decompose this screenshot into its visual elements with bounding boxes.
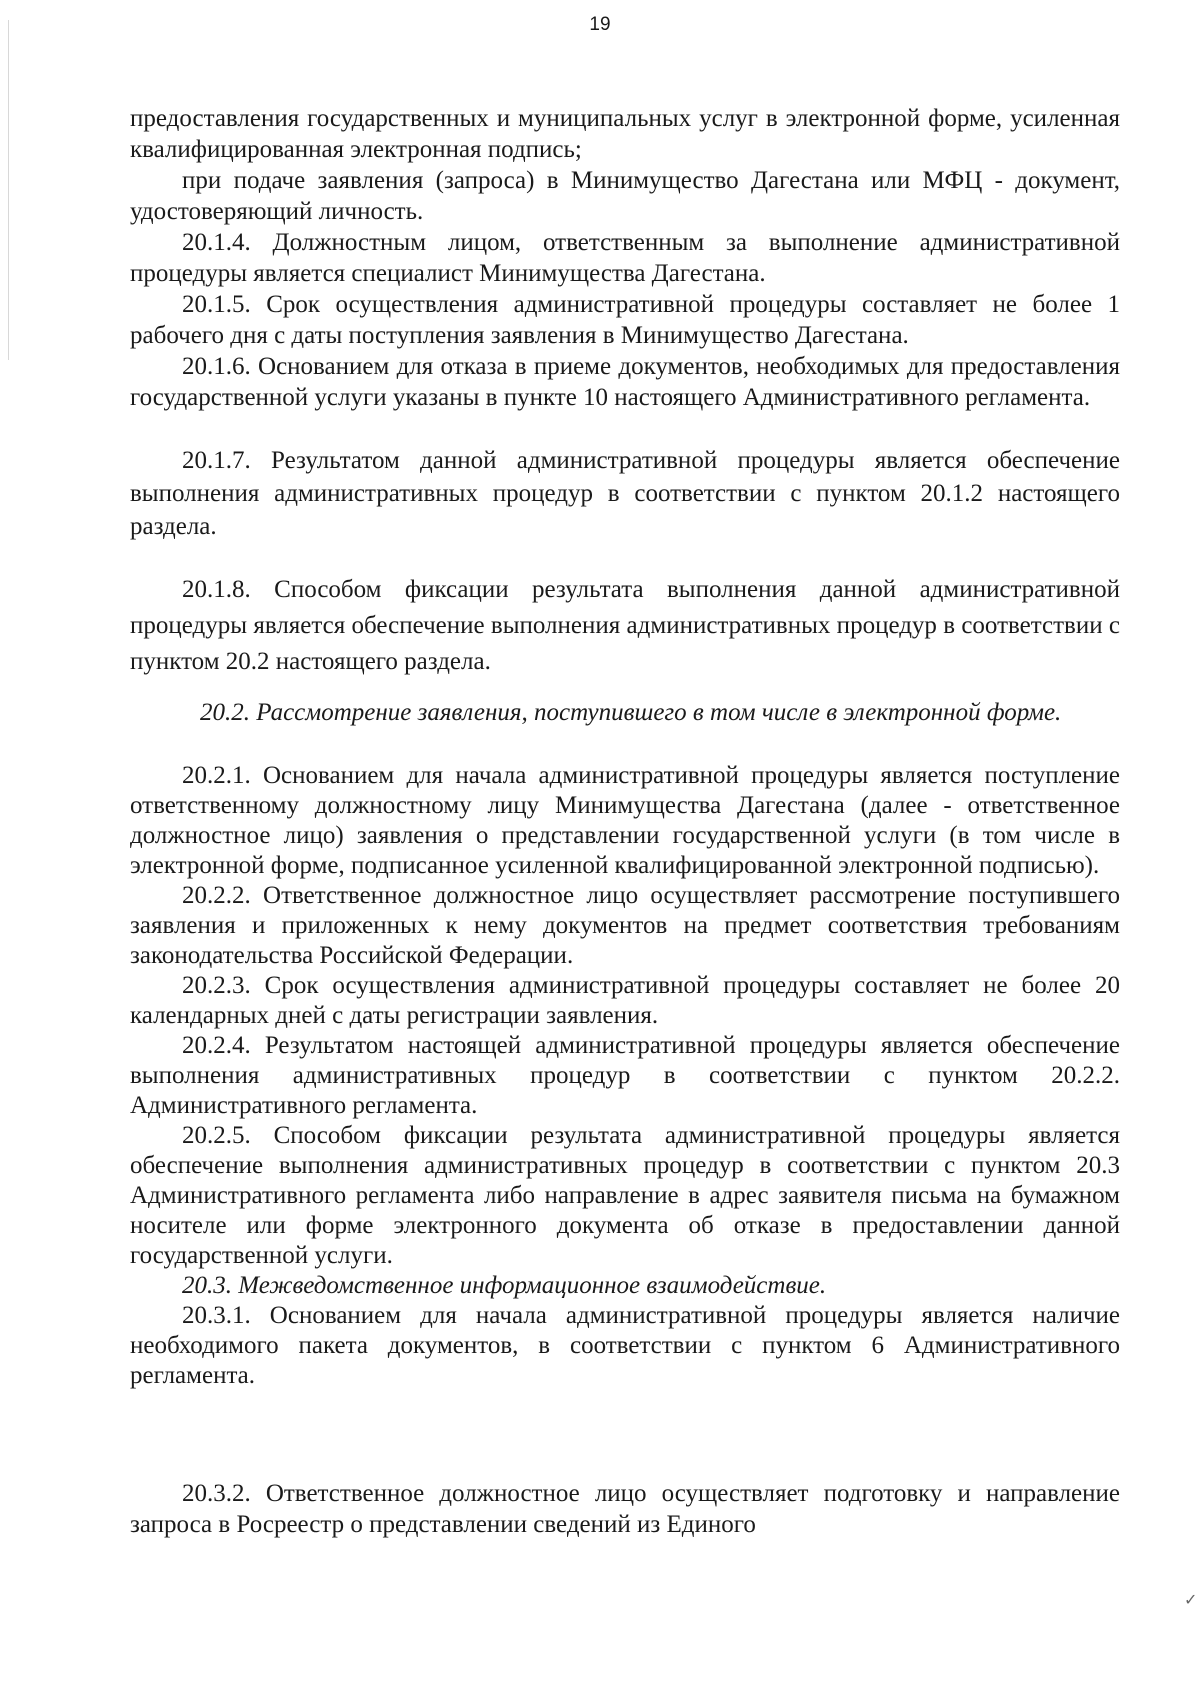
paragraph-20-3-1: 20.3.1. Основанием для начала административной процедуры является наличие необходимого пакета документов, в соответствии с пунктом 6 Административного регламента.	[130, 1302, 1120, 1389]
text-block-20-2	[130, 761, 1120, 1391]
text-block-20-3-2	[130, 1478, 1120, 1540]
section-heading-20-2-block	[130, 697, 1120, 728]
text-block-20-1-continued	[130, 103, 1120, 413]
section-heading-20-3: 20.3. Межведомственное информационное взаимодействие.	[182, 1272, 827, 1299]
text-block-20-1-7	[130, 444, 1120, 543]
paragraph-20-1-5: 20.1.5. Срок осуществления административной процедуры составляет не более 1 рабочего дня с даты поступления заявления в Минимущество Дагестана.	[130, 291, 1120, 349]
paragraph-20-1-7: 20.1.7. Результатом данной административной процедуры является обеспечение выполнения административных процедур в соответствии с пунктом 20.1.2 настоящего раздела.	[130, 447, 1120, 540]
scan-mark: ✓	[1184, 1590, 1198, 1609]
paragraph-20-1-6: 20.1.6. Основанием для отказа в приеме документов, необходимых для предоставления государственной услуги указаны в пункте 10 настоящего Административного регламента.	[130, 353, 1120, 411]
paragraph-20-2-5: 20.2.5. Способом фиксации результата административной процедуры является обеспечение выполнения административных процедур в соответствии с пунктом 20.3 Административного регламента либо направление в адрес заявителя письма на бумажном носителе или форме электронного документа об отказе в предоставлении данной государственной услуги.	[130, 1122, 1120, 1269]
page-number: 19	[589, 14, 611, 35]
scan-margin-line	[8, 20, 9, 360]
paragraph-20-2-1: 20.2.1. Основанием для начала административной процедуры является поступление ответственному должностному лицу Минимущества Дагестана (далее - ответственное должностное лицо) заявления о представлении государственной услуги (в том числе в электронной форме, подписанное усиленной квалифицированной электронной подписью).	[130, 762, 1120, 879]
paragraph-20-2-3: 20.2.3. Срок осуществления административной процедуры составляет не более 20 календарных дней с даты регистрации заявления.	[130, 972, 1120, 1029]
paragraph-20-1-4: 20.1.4. Должностным лицом, ответственным за выполнение административной процедуры является специалист Минимущества Дагестана.	[130, 229, 1120, 287]
paragraph-20-3-2: 20.3.2. Ответственное должностное лицо осуществляет подготовку и направление запроса в Росреестр о представлении сведений из Единого	[130, 1480, 1120, 1538]
paragraph: при подаче заявления (запроса) в Минимущество Дагестана или МФЦ - документ, удостоверяющий личность.	[130, 167, 1120, 225]
paragraph: предоставления государственных и муниципальных услуг в электронной форме, усиленная квалифицированная электронная подпись;	[130, 105, 1120, 163]
paragraph-20-2-2: 20.2.2. Ответственное должностное лицо осуществляет рассмотрение поступившего заявления и приложенных к нему документов на предмет соответствия требованиям законодательства Российской Федерации.	[130, 882, 1120, 969]
section-heading-20-2: 20.2. Рассмотрение заявления, поступившего в том числе в электронной форме.	[200, 699, 1062, 726]
text-block-20-1-8	[130, 572, 1120, 680]
paragraph-20-1-8: 20.1.8. Способом фиксации результата выполнения данной административной процедуры является обеспечение выполнения административных процедур в соответствии с пунктом 20.2 настоящего раздела.	[130, 576, 1120, 675]
paragraph-20-2-4: 20.2.4. Результатом настоящей административной процедуры является обеспечение выполнения административных процедур в соответствии с пунктом 20.2.2. Административного регламента.	[130, 1032, 1120, 1119]
